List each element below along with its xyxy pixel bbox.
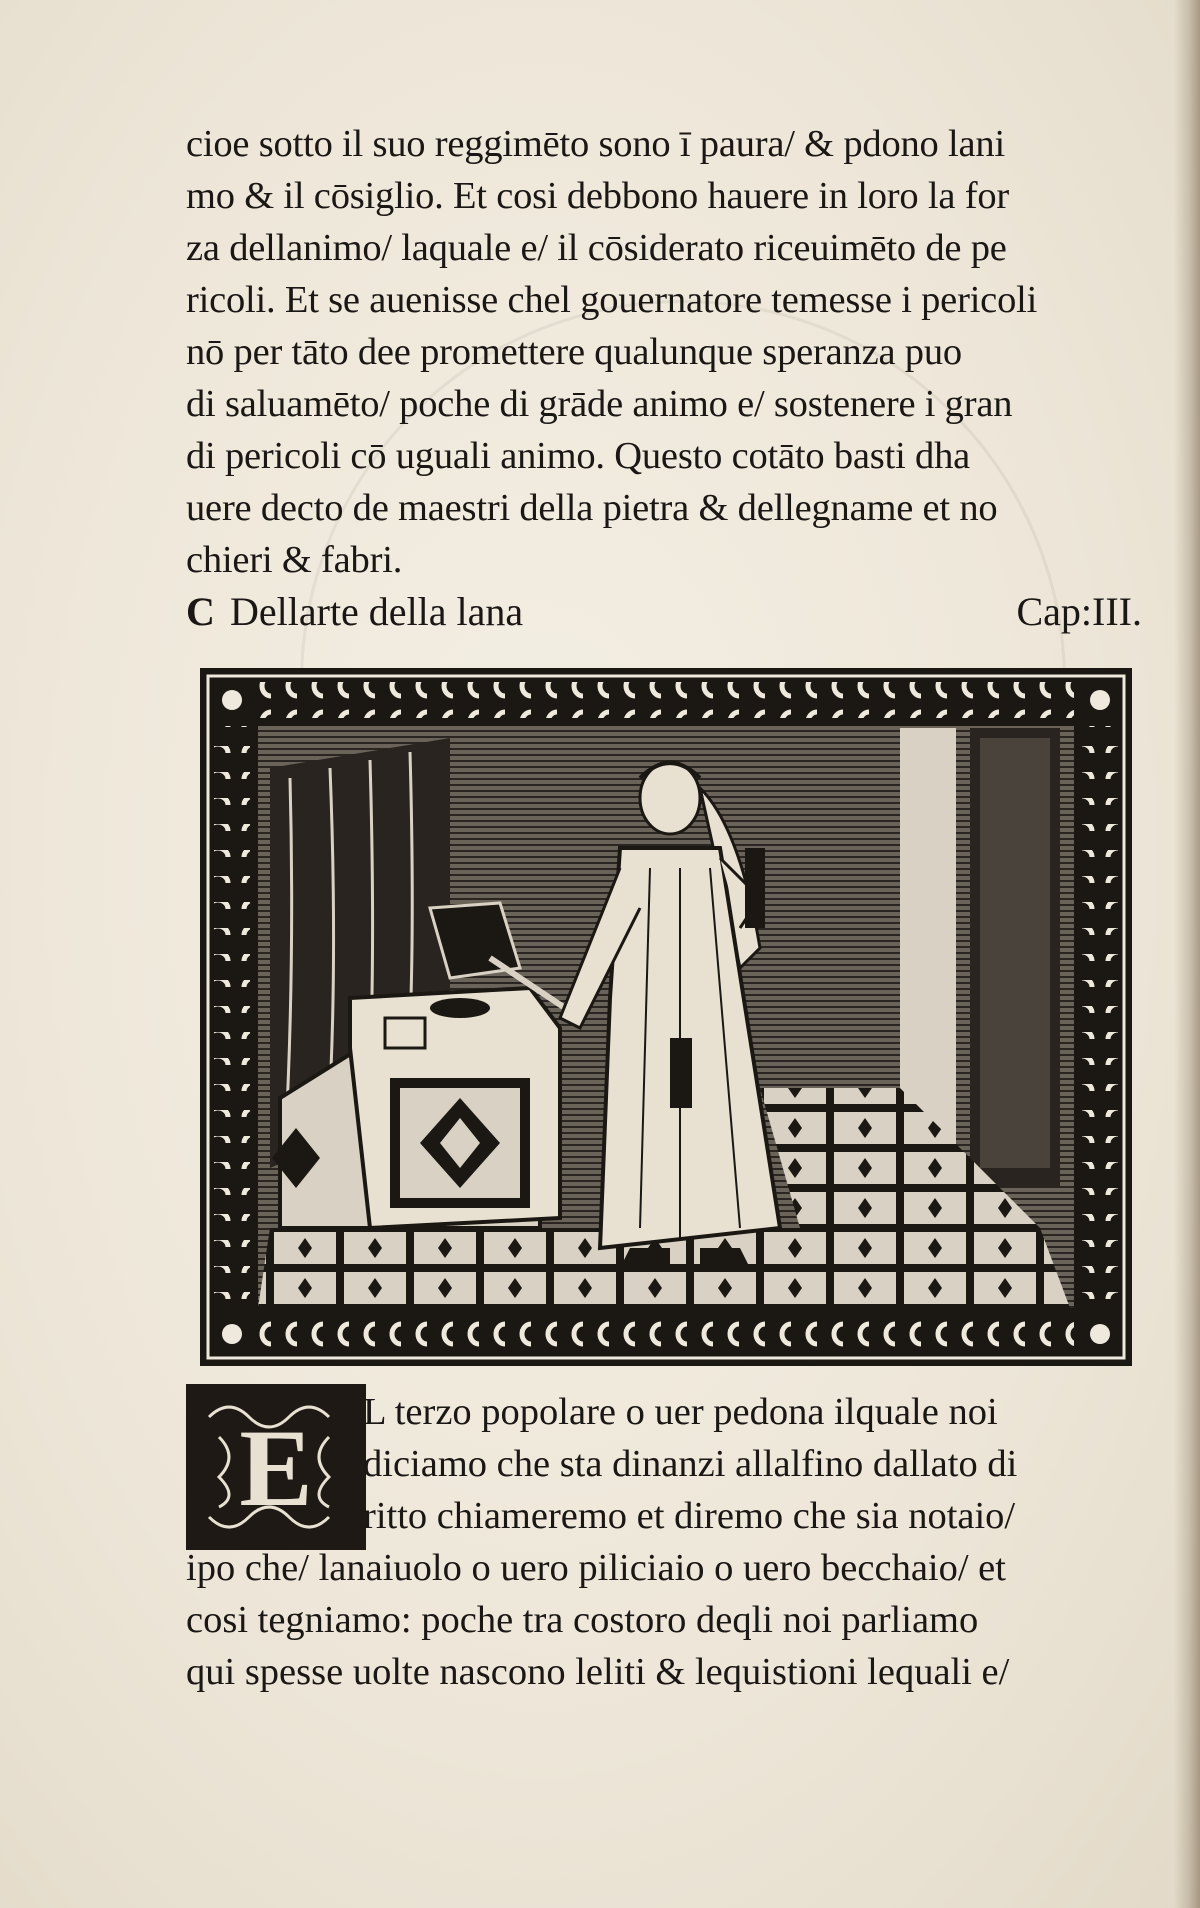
text-line: ipo che/ lanaiuolo o uero piliciaio o uero becchaio/ et — [186, 1547, 1006, 1589]
text-line: ricoli. Et se auenisse chel gouernatore temesse i pericoli — [186, 279, 1038, 321]
chapter-heading — [186, 588, 1146, 640]
text-line: di pericoli cō uguali animo. Questo cotāto basti dha — [186, 435, 971, 477]
text-line: uere decto de maestri della pietra & dellegname et no — [186, 487, 998, 529]
ornamental-letter-e — [189, 1387, 363, 1547]
initial-letter: E — [239, 1407, 313, 1529]
decorated-initial — [186, 1384, 366, 1550]
page-gutter-shadow — [1174, 0, 1200, 1908]
lower-paragraph — [186, 1542, 1146, 1698]
text-line: mo & il cōsiglio. Et cosi debbono hauere in loro la for — [186, 175, 1009, 217]
text-line: nō per tāto dee promettere qualunque speranza puo — [186, 331, 962, 373]
text-line: di saluamēto/ poche di grāde animo e/ sostenere i gran — [186, 383, 1013, 425]
woodcut-illustration — [200, 668, 1132, 1366]
text-line: cosi tegniamo: poche tra costoro deqli noi parliamo — [186, 1599, 979, 1641]
text-line: qui spesse uolte nascono leliti & lequistioni lequali e/ — [186, 1651, 1010, 1693]
text-line: L terzo popolare o uer pedona ilquale noi — [363, 1391, 998, 1433]
pilcrow-mark: C — [186, 589, 215, 634]
lower-paragraph-indented — [363, 1386, 1163, 1542]
top-paragraph — [186, 118, 1146, 586]
text-line: diciamo che sta dinanzi allalfino dallato di — [363, 1443, 1018, 1485]
chapter-title: Dellarte della lana — [230, 589, 524, 634]
text-line: chieri & fabri. — [186, 539, 403, 581]
text-line: ritto chiameremo et diremo che sia notaio/ — [363, 1495, 1016, 1537]
text-line: za dellanimo/ laquale e/ il cōsiderato riceuimēto de pe — [186, 227, 1007, 269]
text-line: cioe sotto il suo reggimēto sono ī paura/ & pdono lani — [186, 123, 1005, 165]
notary-at-desk-woodcut — [200, 668, 1132, 1366]
chapter-number: Cap:III. — [1016, 589, 1142, 634]
